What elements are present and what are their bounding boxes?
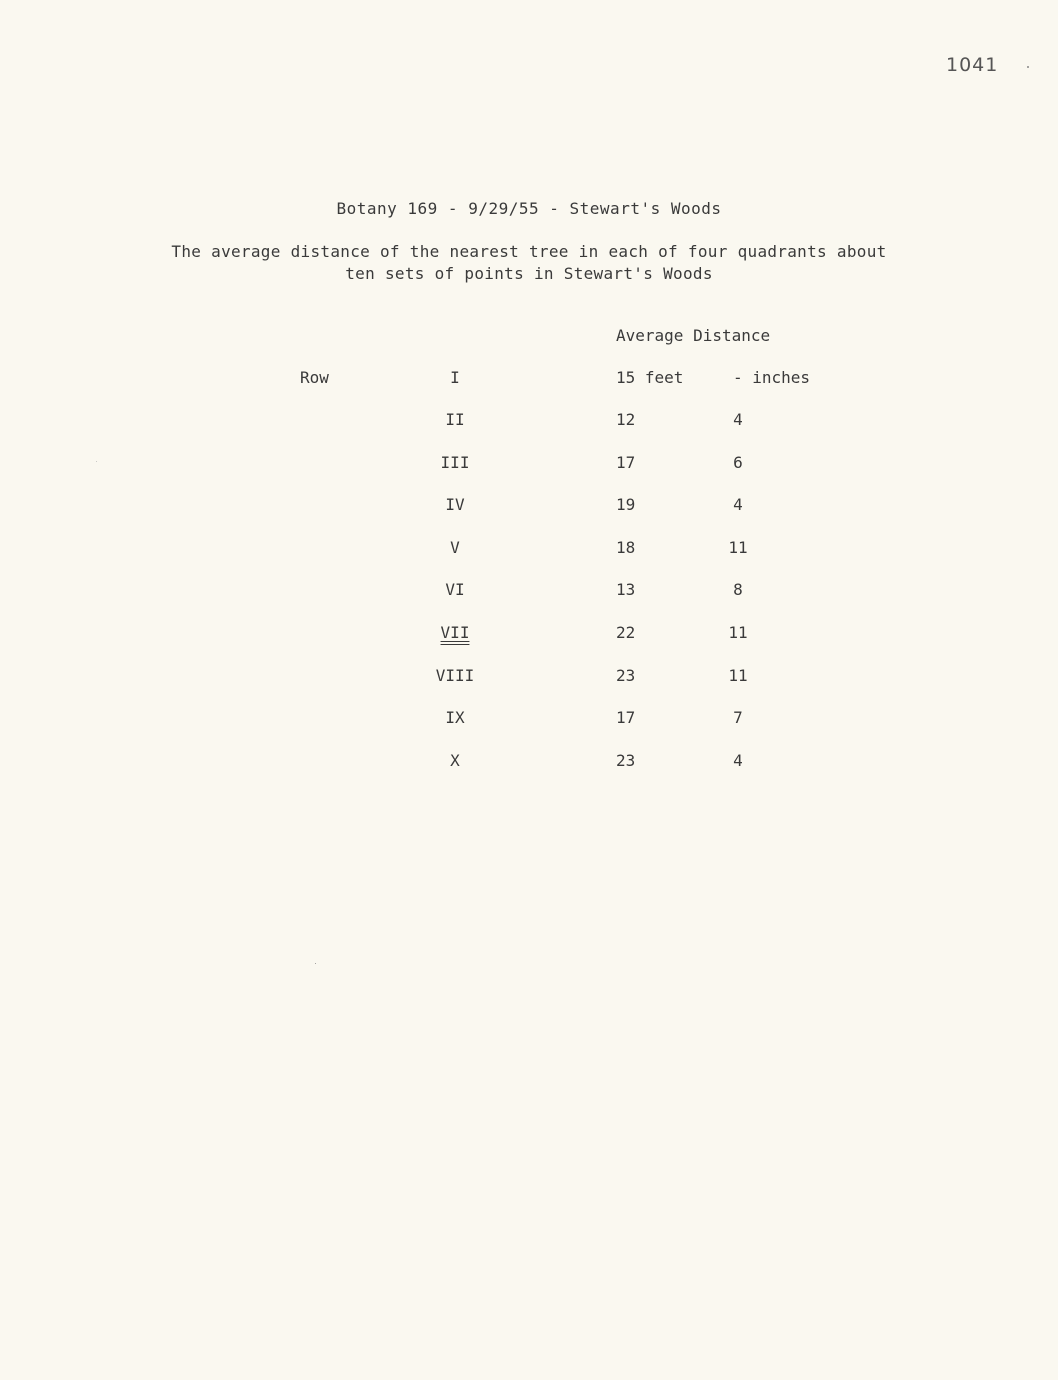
row-feet: 17	[616, 453, 636, 472]
row-feet: 22	[616, 623, 636, 642]
row-inches: - inches	[733, 368, 811, 387]
row-feet: 18	[616, 538, 636, 557]
row-inches: 6	[733, 453, 743, 472]
table-row	[0, 495, 1058, 519]
row-numeral: VIII	[435, 666, 475, 685]
table-row	[0, 580, 1058, 604]
row-inches: 4	[733, 751, 743, 770]
row-feet: 19	[616, 495, 636, 514]
paper-speck	[1027, 66, 1029, 68]
row-label: Row	[300, 368, 329, 387]
row-inches: 4	[733, 495, 743, 514]
row-numeral: VI	[445, 580, 465, 599]
row-inches: 8	[733, 580, 743, 599]
row-numeral: V	[450, 538, 460, 557]
row-feet: 23	[616, 666, 636, 685]
handwritten-page-number: 1041	[946, 54, 999, 76]
row-numeral: IX	[445, 708, 465, 727]
row-feet: 15 feet	[616, 368, 684, 387]
average-distance-header: Average Distance	[616, 326, 771, 345]
table-row	[0, 538, 1058, 562]
row-numeral: X	[450, 751, 460, 770]
row-feet: 23	[616, 751, 636, 770]
row-numeral: IV	[445, 495, 465, 514]
row-feet: 13	[616, 580, 636, 599]
table-row	[0, 708, 1058, 732]
row-inches: 4	[733, 410, 743, 429]
row-numeral: I	[450, 368, 460, 387]
table-row	[0, 453, 1058, 477]
document-subtitle	[0, 241, 1058, 285]
table-row	[0, 368, 1058, 392]
paper-speck	[315, 963, 316, 964]
row-inches: 11	[728, 666, 748, 685]
row-inches: 7	[733, 708, 743, 727]
table-row	[0, 666, 1058, 690]
table-row	[0, 751, 1058, 775]
row-feet: 12	[616, 410, 636, 429]
row-numeral: II	[445, 410, 465, 429]
document-title: Botany 169 - 9/29/55 - Stewart's Woods	[336, 199, 722, 218]
table-row	[0, 410, 1058, 434]
row-numeral: III	[440, 453, 470, 472]
row-numeral-underlined: VII	[440, 623, 470, 642]
paper-speck	[96, 461, 97, 462]
row-inches: 11	[728, 623, 748, 642]
row-feet: 17	[616, 708, 636, 727]
row-inches: 11	[728, 538, 748, 557]
table-row	[0, 623, 1058, 647]
subtitle-line-2: ten sets of points in Stewart's Woods	[345, 264, 713, 283]
subtitle-line-1: The average distance of the nearest tree in each of four quadrants about	[171, 242, 887, 261]
